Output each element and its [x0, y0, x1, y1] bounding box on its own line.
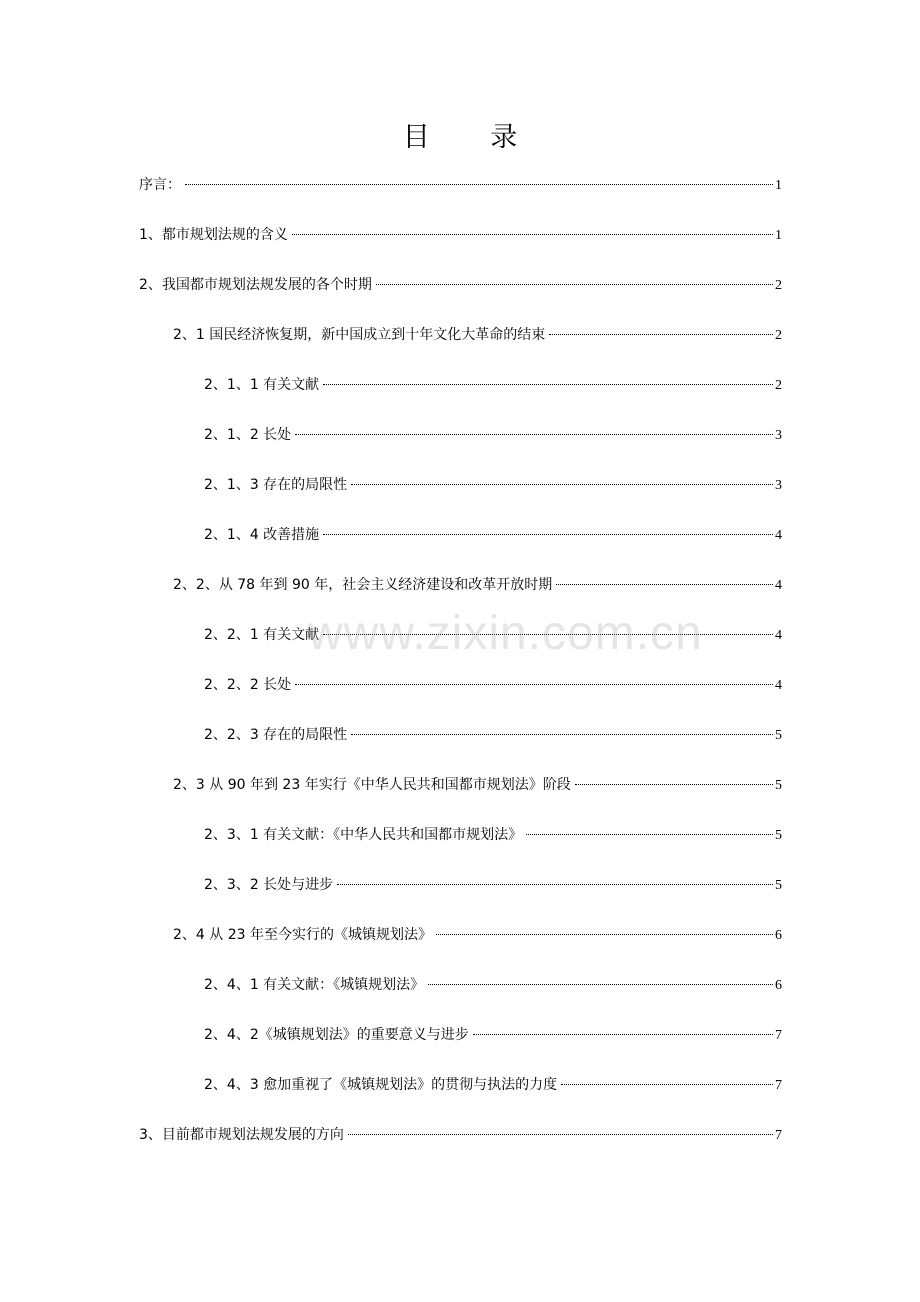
page-title: 目 录 [402, 122, 544, 153]
toc-entry[interactable] [204, 968, 782, 1002]
toc-entry[interactable] [173, 768, 782, 802]
toc-dot-leader [323, 534, 773, 535]
toc-dot-leader [575, 784, 773, 785]
toc-page-number: 4 [775, 528, 782, 543]
toc-entry[interactable] [204, 518, 782, 552]
toc-page-number: 5 [775, 878, 782, 893]
toc-entry-text: 2、2、1 有关文献 [204, 627, 320, 643]
toc-entry[interactable] [139, 268, 782, 302]
toc-page-number: 3 [775, 478, 782, 493]
toc-entry[interactable] [173, 918, 782, 952]
toc-page-number: 7 [775, 1128, 782, 1143]
toc-dot-leader [295, 684, 773, 685]
toc-entry[interactable] [204, 368, 782, 402]
watermark: www.zixin.com.cn [308, 607, 703, 660]
toc-entry-text: 2、1、1 有关文献 [204, 377, 320, 393]
toc-dot-leader [556, 584, 773, 585]
toc-entry[interactable] [204, 468, 782, 502]
toc-page-number: 6 [775, 928, 782, 943]
toc-page-number: 2 [775, 278, 782, 293]
toc-entry-text: 2、3、2 长处与进步 [204, 877, 334, 893]
toc-entry-text: 2、4、3 愈加重视了《城镇规划法》的贯彻与执法的力度 [204, 1077, 558, 1093]
toc-entry-text: 2、1 国民经济恢复期，新中国成立到十年文化大革命的结束 [173, 327, 546, 343]
toc-entry-text: 1、都市规划法规的含义 [139, 227, 288, 243]
toc-entry-text: 2、1、2 长处 [204, 427, 292, 443]
toc-page-number: 3 [775, 428, 782, 443]
toc-page-number: 1 [775, 228, 782, 243]
toc-dot-leader [561, 1084, 773, 1085]
toc-entry-text: 2、2、3 存在的局限性 [204, 727, 348, 743]
toc-page-number: 2 [775, 328, 782, 343]
toc-entry-text: 2、3 从 90 年到 23 年实行《中华人民共和国都市规划法》阶段 [173, 777, 571, 793]
toc-dot-leader [351, 484, 773, 485]
toc-dot-leader [473, 1034, 773, 1035]
toc-page-number: 4 [775, 678, 782, 693]
toc-entry-text: 2、4、2《城镇规划法》的重要意义与进步 [204, 1027, 469, 1043]
toc-entry-text: 2、我国都市规划法规发展的各个时期 [139, 277, 372, 293]
toc-entry-text: 2、2、从 78 年到 90 年，社会主义经济建设和改革开放时期 [173, 577, 553, 593]
toc-page-number: 7 [775, 1078, 782, 1093]
toc-dot-leader [348, 1134, 773, 1135]
toc-page-number: 5 [775, 828, 782, 843]
toc-entry[interactable] [139, 168, 782, 202]
toc-entry[interactable] [204, 1018, 782, 1052]
toc-entry-text: 2、1、3 存在的局限性 [204, 477, 348, 493]
toc-page-number: 6 [775, 978, 782, 993]
toc-entry-text: 序言： [139, 177, 181, 193]
toc-entry-text: 2、3、1 有关文献：《中华人民共和国都市规划法》 [204, 827, 523, 843]
toc-entry-text: 2、4、1 有关文献：《城镇规划法》 [204, 977, 425, 993]
toc-dot-leader [526, 834, 773, 835]
toc-entry[interactable] [139, 1118, 782, 1152]
toc-entry[interactable] [139, 218, 782, 252]
toc-entry-text: 2、1、4 改善措施 [204, 527, 320, 543]
toc-entry-text: 2、2、2 长处 [204, 677, 292, 693]
toc-page-number: 4 [775, 578, 782, 593]
toc-dot-leader [436, 934, 773, 935]
toc-entry-text: 3、目前都市规划法规发展的方向 [139, 1127, 344, 1143]
toc-entry[interactable] [204, 818, 782, 852]
toc-dot-leader [185, 184, 773, 185]
toc-entry[interactable] [204, 718, 782, 752]
toc-entry[interactable] [173, 568, 782, 602]
toc-entry[interactable] [204, 668, 782, 702]
toc-entry[interactable] [204, 1068, 782, 1102]
toc-dot-leader [549, 334, 773, 335]
toc-dot-leader [351, 734, 773, 735]
toc-entry[interactable] [204, 868, 782, 902]
toc-dot-leader [337, 884, 773, 885]
toc-dot-leader [428, 984, 773, 985]
toc-dot-leader [323, 634, 773, 635]
toc-dot-leader [295, 434, 773, 435]
toc-dot-leader [323, 384, 773, 385]
toc-page-number: 7 [775, 1028, 782, 1043]
toc-entry-text: 2、4 从 23 年至今实行的《城镇规划法》 [173, 927, 432, 943]
toc-page-number: 4 [775, 628, 782, 643]
toc-page-number: 1 [775, 178, 782, 193]
toc-entry[interactable] [173, 318, 782, 352]
toc-page-number: 2 [775, 378, 782, 393]
toc-dot-leader [292, 234, 773, 235]
toc-entry[interactable] [204, 418, 782, 452]
toc-entry[interactable] [204, 618, 782, 652]
toc-page-number: 5 [775, 778, 782, 793]
toc-dot-leader [376, 284, 773, 285]
toc-page-number: 5 [775, 728, 782, 743]
